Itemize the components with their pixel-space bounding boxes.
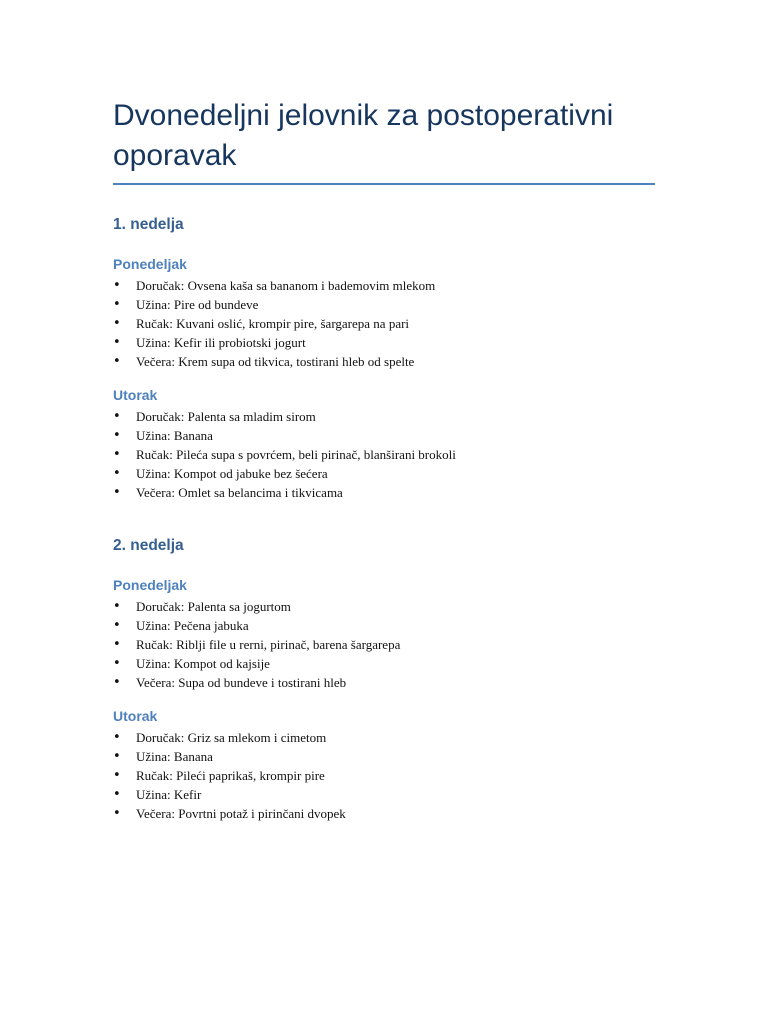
bullet-icon: •: [113, 768, 121, 783]
bullet-icon: •: [113, 409, 121, 424]
meal-item: [113, 785, 655, 804]
meal-text: Doručak: Palenta sa mladim sirom: [136, 409, 316, 424]
meal-item: [113, 464, 655, 483]
meal-text: Večera: Omlet sa belancima i tikvicama: [136, 485, 343, 500]
meal-text: Doručak: Griz sa mlekom i cimetom: [136, 730, 327, 745]
day-heading: Ponedeljak: [113, 256, 187, 272]
meal-text: Ručak: Riblji file u rerni, pirinač, barena šargarepa: [136, 637, 401, 652]
meal-item: [113, 766, 655, 785]
day-heading: Ponedeljak: [113, 577, 187, 593]
bullet-icon: •: [113, 749, 121, 764]
day-section: [113, 707, 655, 823]
bullet-icon: •: [113, 787, 121, 802]
meal-text: Večera: Supa od bundeve i tostirani hleb: [136, 675, 347, 690]
meal-list: [113, 407, 655, 502]
bullet-icon: •: [113, 485, 121, 500]
day-section: [113, 386, 655, 502]
meal-text: Večera: Krem supa od tikvica, tostirani hleb od spelte: [136, 354, 415, 369]
title-underline-rule: [113, 183, 655, 185]
meal-text: Užina: Banana: [136, 428, 213, 443]
bullet-icon: •: [113, 354, 121, 369]
day-heading: Utorak: [113, 708, 158, 724]
bullet-icon: •: [113, 278, 121, 293]
meal-list: [113, 597, 655, 692]
meal-item: [113, 635, 655, 654]
meal-item: [113, 407, 655, 426]
meal-item: [113, 654, 655, 673]
meal-item: [113, 352, 655, 371]
document-title: Dvonedeljni jelovnik za postoperativni oporavak: [113, 99, 614, 172]
meal-text: Užina: Kompot od kajsije: [136, 656, 270, 671]
meal-item: [113, 426, 655, 445]
document-page: [113, 96, 655, 838]
meal-item: [113, 445, 655, 464]
week-heading: 2. nedelja: [113, 537, 184, 554]
meal-item: [113, 295, 655, 314]
bullet-icon: •: [113, 466, 121, 481]
meal-item: [113, 804, 655, 823]
meal-item: [113, 616, 655, 635]
bullet-icon: •: [113, 335, 121, 350]
meal-item: [113, 483, 655, 502]
meal-text: Ručak: Pileća supa s povrćem, beli pirinač, blanširani brokoli: [136, 447, 456, 462]
meal-text: Ručak: Kuvani oslić, krompir pire, šargarepa na pari: [136, 316, 410, 331]
meal-text: Užina: Pečena jabuka: [136, 618, 249, 633]
meal-item: [113, 747, 655, 766]
meal-text: Užina: Kefir: [136, 787, 202, 802]
meal-text: Večera: Povrtni potaž i pirinčani dvopek: [136, 806, 346, 821]
bullet-icon: •: [113, 428, 121, 443]
day-section: [113, 255, 655, 371]
meal-list: [113, 276, 655, 371]
day-heading: Utorak: [113, 387, 158, 403]
meal-text: Užina: Kompot od jabuke bez šećera: [136, 466, 328, 481]
meal-text: Doručak: Palenta sa jogurtom: [136, 599, 291, 614]
meal-text: Doručak: Ovsena kaša sa bananom i bademovim mlekom: [136, 278, 436, 293]
meal-item: [113, 276, 655, 295]
day-section: [113, 576, 655, 692]
meal-item: [113, 728, 655, 747]
bullet-icon: •: [113, 618, 121, 633]
week-section: [113, 215, 655, 502]
bullet-icon: •: [113, 637, 121, 652]
bullet-icon: •: [113, 599, 121, 614]
week-heading: 1. nedelja: [113, 216, 184, 233]
bullet-icon: •: [113, 806, 121, 821]
bullet-icon: •: [113, 316, 121, 331]
meal-text: Užina: Banana: [136, 749, 213, 764]
meal-item: [113, 314, 655, 333]
meal-text: Užina: Kefir ili probiotski jogurt: [136, 335, 306, 350]
bullet-icon: •: [113, 656, 121, 671]
meal-text: Užina: Pire od bundeve: [136, 297, 259, 312]
bullet-icon: •: [113, 675, 121, 690]
meal-list: [113, 728, 655, 823]
meal-item: [113, 597, 655, 616]
meal-item: [113, 333, 655, 352]
week-section: [113, 536, 655, 823]
bullet-icon: •: [113, 297, 121, 312]
meal-text: Ručak: Pileći paprikaš, krompir pire: [136, 768, 325, 783]
bullet-icon: •: [113, 730, 121, 745]
bullet-icon: •: [113, 447, 121, 462]
meal-item: [113, 673, 655, 692]
